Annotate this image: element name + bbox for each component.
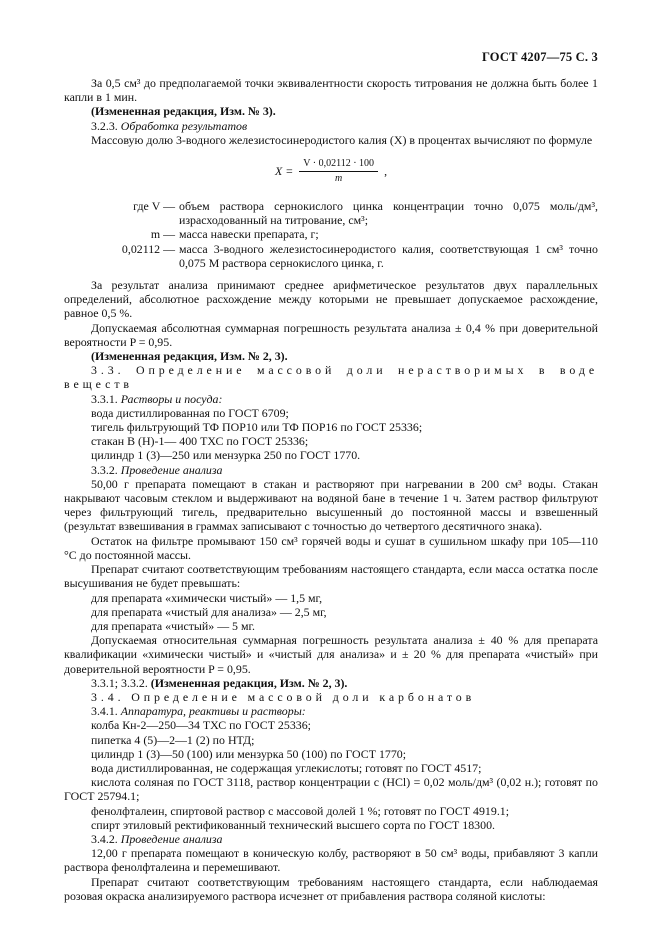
list-item: спирт этиловый ректификованный технический высшего сорта по ГОСТ 18300.	[91, 817, 495, 832]
paragraph-result: За результат анализа принимают среднее арифметическое результатов двух параллельных определений, абсолютное расхождение между которыми не превышает допускаемое расхождение, равное 0,5 %.	[64, 278, 598, 321]
formula-tail: ,	[384, 163, 388, 178]
section-number: 3.3.1.	[91, 391, 118, 406]
section-3-3-heading: 3.3. Определение массовой доли нерастворимых в воде веществ	[64, 363, 598, 392]
paragraph-requirement: Препарат считают соответствующим требованиям настоящего стандарта, если масса остатка после высушивания не будет превышать:	[64, 562, 598, 591]
where-item	[64, 242, 598, 270]
where-label: где V —	[133, 199, 175, 214]
list-item: фенолфталеин, спиртовой раствор с массовой долей 1 %; готовят по ГОСТ 4919.1;	[91, 803, 510, 818]
where-item	[64, 227, 598, 241]
formula	[64, 149, 598, 193]
where-text: масса 3-водного железистосинеродистого калия, соответствующая 1 см³ точно 0,075 М раствора сернокислого цинка, г.	[179, 241, 598, 270]
section-number: 3.4.1.	[91, 704, 118, 719]
paragraph-relative-error: Допускаемая относительная суммарная погрешность результата анализа ± 40 % для препарата квалификации «химически чистый» и «чистый для анализа» и ± 20 % для препарата «чистый» при доверительной вероятности P = 0,95.	[64, 633, 598, 676]
revision-note: (Измененная редакция, Изм. № 3).	[91, 104, 276, 119]
formula-fraction	[299, 158, 378, 185]
section-3-4-2-heading	[64, 832, 598, 846]
revision-note: (Измененная редакция, Изм. № 2, 3).	[150, 675, 348, 690]
section-number: 3.2.3.	[91, 118, 118, 133]
where-text: масса навески препарата, г;	[179, 227, 319, 242]
list-item: тигель фильтрующий ТФ ПОР10 или ТФ ПОР16 по ГОСТ 25336;	[91, 420, 423, 435]
section-3-3-2-heading	[64, 463, 598, 477]
document-body	[64, 76, 598, 903]
list-item: цилиндр 1 (3)—250 или мензурка 250 по ГОСТ 1770.	[91, 448, 361, 463]
paragraph-procedure: 50,00 г препарата помещают в стакан и растворяют при нагревании в 200 см³ воды. Стакан накрывают часовым стеклом и выдерживают на водяной бане в течение 1 ч. Затем раствор фильтруют через фильтрующий тигель, предварительно высушенный до постоянной массы и взвешенный (результат взвешивания в граммах записывают с точностью до четвертого десятичного знака).	[64, 476, 598, 534]
revision-note-line	[64, 676, 598, 690]
section-3-4-1-heading	[64, 704, 598, 718]
paragraph-mass-fraction: Массовую долю 3-водного железистосинеродистого калия (X) в процентах вычисляют по формуле	[91, 132, 593, 147]
section-title: Аппаратура, реактивы и растворы:	[120, 704, 306, 719]
list-item: для препарата «химически чистый» — 1,5 мг,	[91, 590, 323, 605]
section-3-4-heading: 3.4. Определение массовой доли карбонатов	[91, 689, 476, 704]
section-number: 3.3.2.	[91, 462, 118, 477]
section-number: 3.4.2.	[91, 831, 118, 846]
where-text: объем раствора сернокислого цинка концентрации точно 0,075 моль/дм³, израсходованный на титрование, см³;	[179, 199, 598, 228]
paragraph-carbonate-requirement: Препарат считают соответствующим требованиям настоящего стандарта, если наблюдаемая розовая окраска анализируемого раствора исчезнет от прибавления раствора соляной кислоты:	[64, 874, 598, 903]
section-title: Проведение анализа	[120, 831, 223, 846]
list-item: вода дистиллированная, не содержащая углекислоты; готовят по ГОСТ 4517;	[91, 760, 482, 775]
formula-lhs: X =	[274, 163, 294, 178]
where-label: 0,02112 —	[121, 241, 175, 256]
paragraph-residue: Остаток на фильтре промывают 150 см³ горячей воды и сушат в сушильном шкафу при 105—110 °С до постоянной массы.	[64, 533, 598, 562]
page-header: ГОСТ 4207—75 С. 3	[481, 50, 598, 64]
paragraph-error: Допускаемая абсолютная суммарная погрешность результата анализа ± 0,4 % при доверительной вероятности P = 0,95.	[64, 320, 598, 349]
section-3-3-1-heading	[64, 392, 598, 406]
section-title: Обработка результатов	[120, 118, 248, 133]
list-item: колба Кн-2—250—34 ТХС по ГОСТ 25336;	[91, 718, 311, 733]
formula-denominator: m	[335, 172, 343, 184]
section-title: Проведение анализа	[120, 462, 223, 477]
paragraph-titration-speed: За 0,5 см³ до предполагаемой точки эквивалентности скорость титрования не должна быть более 1 капли в 1 мин.	[64, 76, 598, 105]
list-item: цилиндр 1 (3)—50 (100) или мензурка 50 (100) по ГОСТ 1770;	[91, 746, 407, 761]
list-item: вода дистиллированная по ГОСТ 6709;	[91, 405, 289, 420]
revision-prefix: 3.3.1; 3.3.2.	[91, 675, 148, 690]
list-item: стакан В (Н)-1— 400 ТХС по ГОСТ 25336;	[91, 434, 309, 449]
section-title: Растворы и посуда:	[120, 391, 223, 406]
section-3-2-3-heading	[64, 119, 598, 133]
list-item: пипетка 4 (5)—2—1 (2) по НТД;	[91, 732, 255, 747]
paragraph-hcl: кислота соляная по ГОСТ 3118, раствор концентрации c (HCl) = 0,02 моль/дм³ (0,02 н.); готовят по ГОСТ 25794.1;	[64, 775, 598, 804]
list-item: для препарата «чистый» — 5 мг.	[91, 618, 256, 633]
revision-note: (Измененная редакция, Изм. № 2, 3).	[91, 349, 288, 364]
formula-numerator: V · 0,02112 · 100	[299, 158, 378, 172]
where-item	[64, 199, 598, 227]
list-item: для препарата «чистый для анализа» — 2,5 мг,	[91, 604, 327, 619]
where-label: m —	[150, 227, 175, 242]
paragraph-carbonate-procedure: 12,00 г препарата помещают в коническую колбу, растворяют в 50 см³ воды, прибавляют 3 капли раствора фенолфталеина и перемешивают.	[64, 846, 598, 875]
